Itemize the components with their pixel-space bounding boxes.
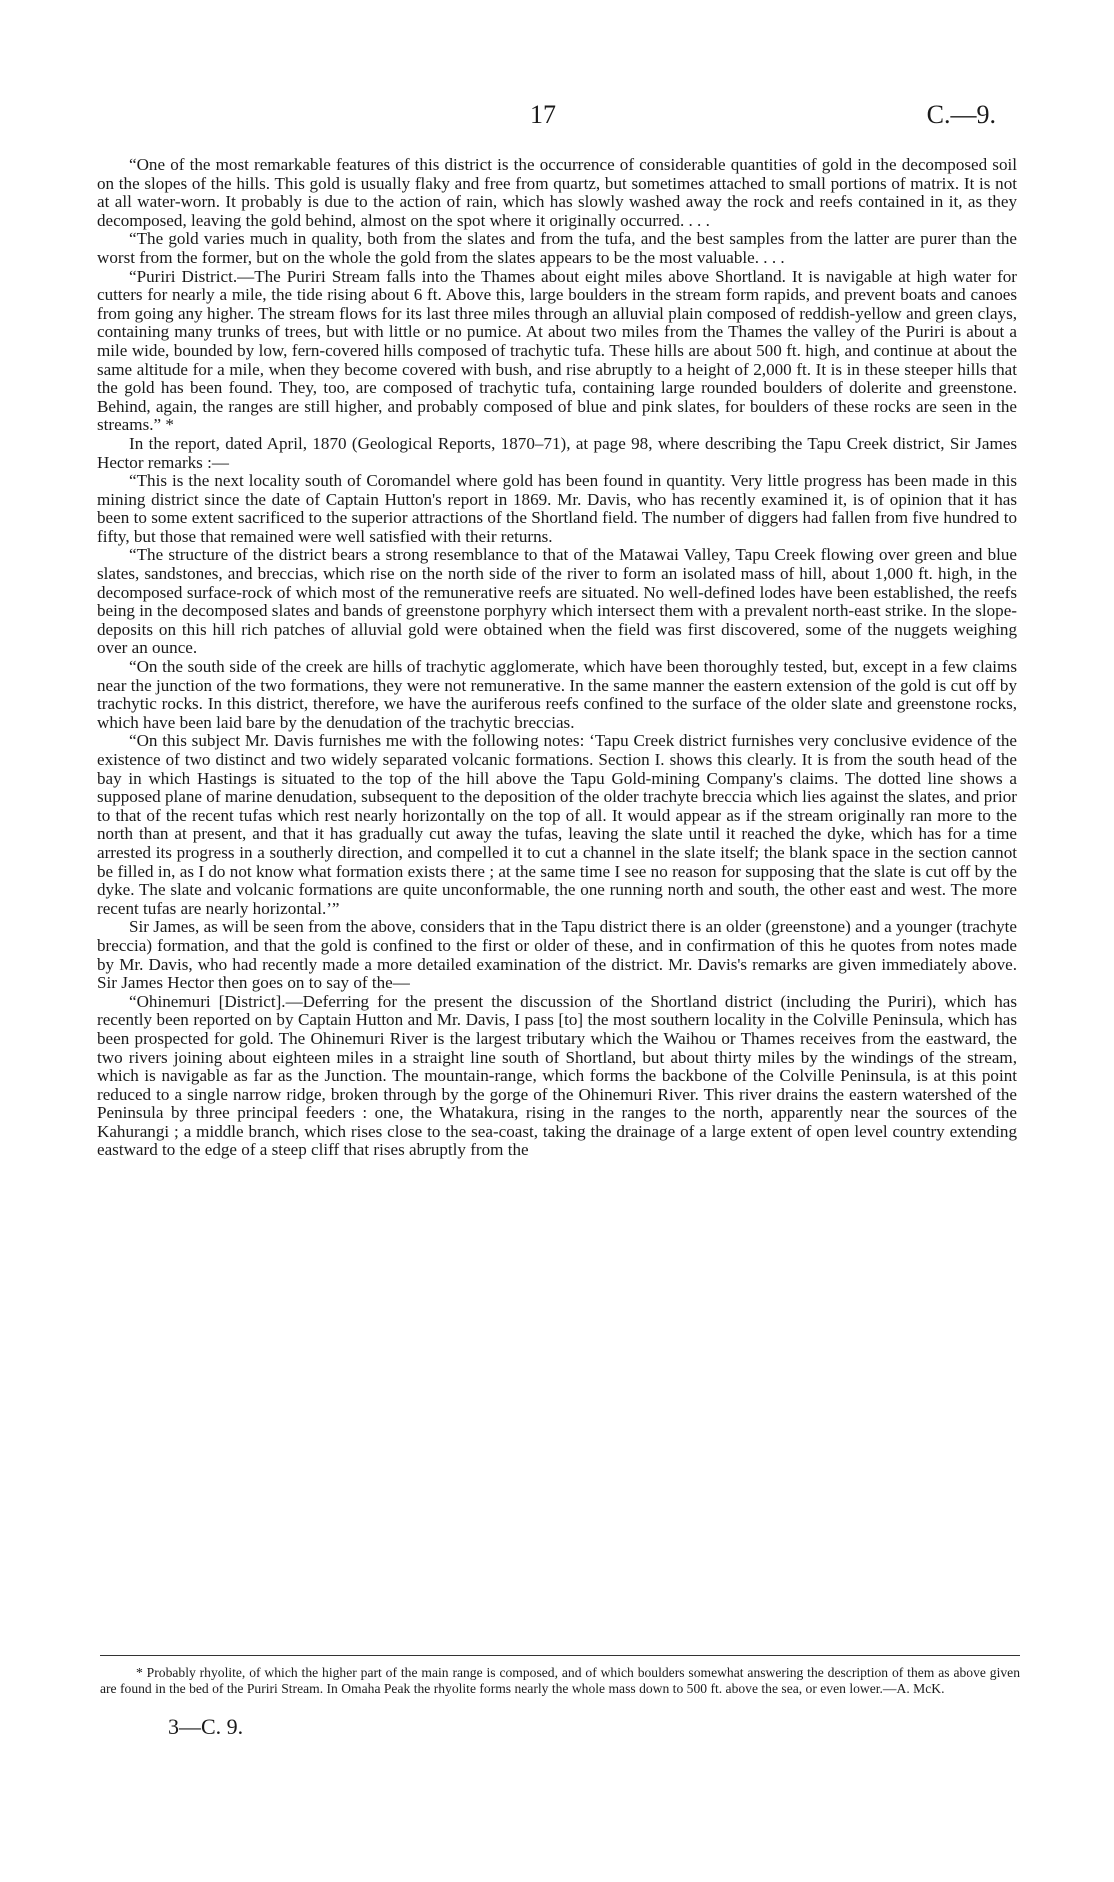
signature-mark: 3—C. 9. [168,1714,244,1739]
paragraph-gold-quality: “The gold varies much in quality, both from the slates and from the tufa, and the best samples from the latter are purer than the worst from the former, but on the whole the gold from the slates appears to be the most valuable. . . . [97,229,1017,267]
paragraph-gold-soil: “One of the most remarkable features of this district is the occurrence of considerable quantities of gold in the decomposed soil on the slopes of the hills. This gold is usually flaky and free from quartz, but sometimes attached to small portions of matrix. It is not at all water-worn. It probably is due to the action of rain, which has slowly washed away the rock and reefs contained in it, as they decomposed, leaving the gold behind, almost on the spot where it originally occurred. . . . [97,155,1017,230]
paragraph-puriri-district: “Puriri District.—The Puriri Stream falls into the Thames about eight miles above Shortland. It is navigable at high water for cutters for nearly a mile, the tide rising about 6 ft. Above this, large boulders in the stream form rapids, and prevent boats and canoes from going any higher. The stream flows for its last three miles through an alluvial plain composed of reddish-yellow and green clays, containing many trunks of trees, but with little or no pumice. At about two miles from the Thames the valley of the Puriri is about a mile wide, bounded by low, fern-covered hills composed of trachytic tufa. These hills are about 500 ft. high, and continue at about the same altitude for a mile, when they become covered with bush, and rise abruptly to a height of 2,000 ft. It is in these steeper hills that the gold has been found. They, too, are composed of trachytic tufa, containing large rounded boulders of dolerite and greenstone. Behind, again, the ranges are still higher, and probably composed of blue and pink slates, for boulders of these rocks are seen in the streams.” * [97,266,1017,435]
footnote-text: * Probably rhyolite, of which the higher part of the main range is composed, and of which boulders somewhat answering the description of them as above given are found in the bed of the Puriri Stream. In Omaha Peak the rhyolite forms nearly the whole mass down to 500 ft. above the sea, or even lower.—A. McK. [100,1665,1020,1696]
document-code: C.—9. [926,100,996,129]
paragraph-report-1870: In the report, dated April, 1870 (Geological Reports, 1870–71), at page 98, where describing the Tapu Creek district, Sir James Hector remarks :— [97,433,1017,472]
paragraph-tapu-structure: “The structure of the district bears a strong resemblance to that of the Matawai Valley, Tapu Creek flowing over green and blue slates, sandstones, and breccias, which rise on the north side of the river to form an isolated mass of hill, about 1,000 ft. high, in the decomposed surface-rock of which most of the remunerative reefs are situated. No well-defined lodes have been established, the reefs being in the decomposed slates and bands of greenstone porphyry which intersect them with a prevalent north-east strike. In the slope-deposits on this hill rich patches of alluvial gold were obtained when the field was first discovered, some of the nuggets weighing over an ounce. [97,545,1017,658]
page-header [0,100,1114,136]
paragraph-ohinemuri: “Ohinemuri [District].—Deferring for the present the discussion of the Shortland district (including the Puriri), which has recently been reported on by Captain Hutton and Mr. Davis, I pass [to] the most southern locality in the Colville Peninsula, which has been prospected for gold. The Ohinemuri River is the largest tributary which the Waihou or Thames receives from the eastward, the two rivers joining about eighteen miles in a straight line south of Shortland, but about thirty miles by the windings of the stream, which is navigable as far as the Junction. The mountain-range, which forms the backbone of the Colville Peninsula, is at this point reduced to a single narrow ridge, broken through by the gorge of the Ohinemuri River. This river drains the eastern watershed of the Peninsula by three principal feeders : one, the Whatakura, rising in the ranges to the north, apparently near the sources of the Kahurangi ; a middle branch, which rises close to the sea-coast, taking the drainage of a large extent of open level country extending eastward to the edge of a steep cliff that rises abruptly from the [97,991,1017,1160]
paragraph-davis-notes: “On this subject Mr. Davis furnishes me with the following notes: ‘Tapu Creek district furnishes very conclusive evidence of the existence of two distinct and two widely separated volcanic formations. Section I. shows this clearly. It is from the south head of the bay in which Hastings is situated to the top of the hill above the Tapu Gold-mining Company's claims. The dotted line shows a supposed plane of marine denudation, subsequent to the deposition of the older trachyte breccia which lies against the slates, and prior to that of the recent tufas which rest nearly horizontally on the top of all. It would appear as if the stream originally ran more to the north than at present, and that it has gradually cut away the tufas, leaving the slate until it reached the dyke, which has for a time arrested its progress in a southerly direction, and compelled it to cut a channel in the slate itself; the blank space in the section cannot be filled in, as I do not know what formation exists there ; at the same time I see no reason for supposing that the slate is cut off by the dyke. The slate and volcanic formations are quite unconformable, the one running north and south, the other east and west. The more recent tufas are nearly horizontal.’” [97,731,1017,918]
paragraph-tapu-locality: “This is the next locality south of Coromandel where gold has been found in quantity. Very little progress has been made in this mining district since the date of Captain Hutton's report in 1869. Mr. Davis, who has recently examined it, is of opinion that it has been to some extent sacrificed to the superior attractions of the Shortland field. The number of diggers had fallen from five hundred to fifty, but those that remained were well satisfied with their returns. [97,471,1017,546]
page-number: 17 [530,100,556,129]
paragraph-trachytic-agglomerate: “On the south side of the creek are hills of trachytic agglomerate, which have been thoroughly tested, but, except in a few claims near the junction of the two formations, they were not remunerative. In the same manner the eastern extension of the gold is cut off by trachytic rocks. In this district, therefore, we have the auriferous reefs confined to the surface of the older slate and greenstone rocks, which have been laid bare by the denudation of the trachytic breccias. [97,657,1017,732]
footnote [100,1665,1020,1697]
paragraph-sir-james: Sir James, as will be seen from the above, considers that in the Tapu district there is an older (greenstone) and a younger (trachyte breccia) formation, and that the gold is confined to the first or older of these, and in confirmation of this he quotes from notes made by Mr. Davis, who had recently made a more detailed examination of the district. Mr. Davis's remarks are given immediately above. Sir James Hector then goes on to say of the— [97,917,1017,993]
body-text [97,156,1017,1160]
footnote-divider [100,1655,1020,1656]
